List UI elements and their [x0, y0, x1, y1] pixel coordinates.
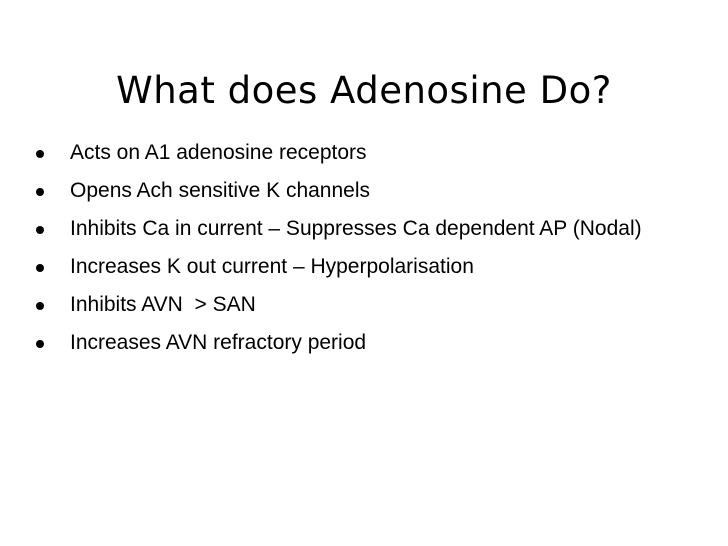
bullet-item: [34, 254, 694, 279]
bullet-text: Acts on A1 adenosine receptors: [70, 141, 367, 164]
bullet-text: Opens Ach sensitive K channels: [70, 179, 371, 202]
slide-title: What does Adenosine Do?: [116, 68, 612, 112]
bullet-text: Inhibits AVN > SAN: [70, 293, 256, 316]
bullet-item: [34, 140, 694, 165]
bullet-icon: [36, 188, 44, 196]
bullet-icon: [36, 226, 44, 234]
bullet-text: Increases K out current – Hyperpolarisation: [70, 255, 474, 278]
bullet-icon: [36, 340, 44, 348]
bullet-icon: [36, 150, 44, 158]
bullet-text: Inhibits Ca in current – Suppresses Ca dependent AP (Nodal): [70, 217, 642, 240]
bullet-list: [34, 140, 694, 368]
bullet-text: Increases AVN refractory period: [70, 331, 367, 354]
bullet-item: [34, 216, 694, 241]
bullet-item: [34, 292, 694, 317]
bullet-item: [34, 178, 694, 203]
bullet-icon: [36, 302, 44, 310]
bullet-icon: [36, 264, 44, 272]
bullet-item: [34, 330, 694, 355]
